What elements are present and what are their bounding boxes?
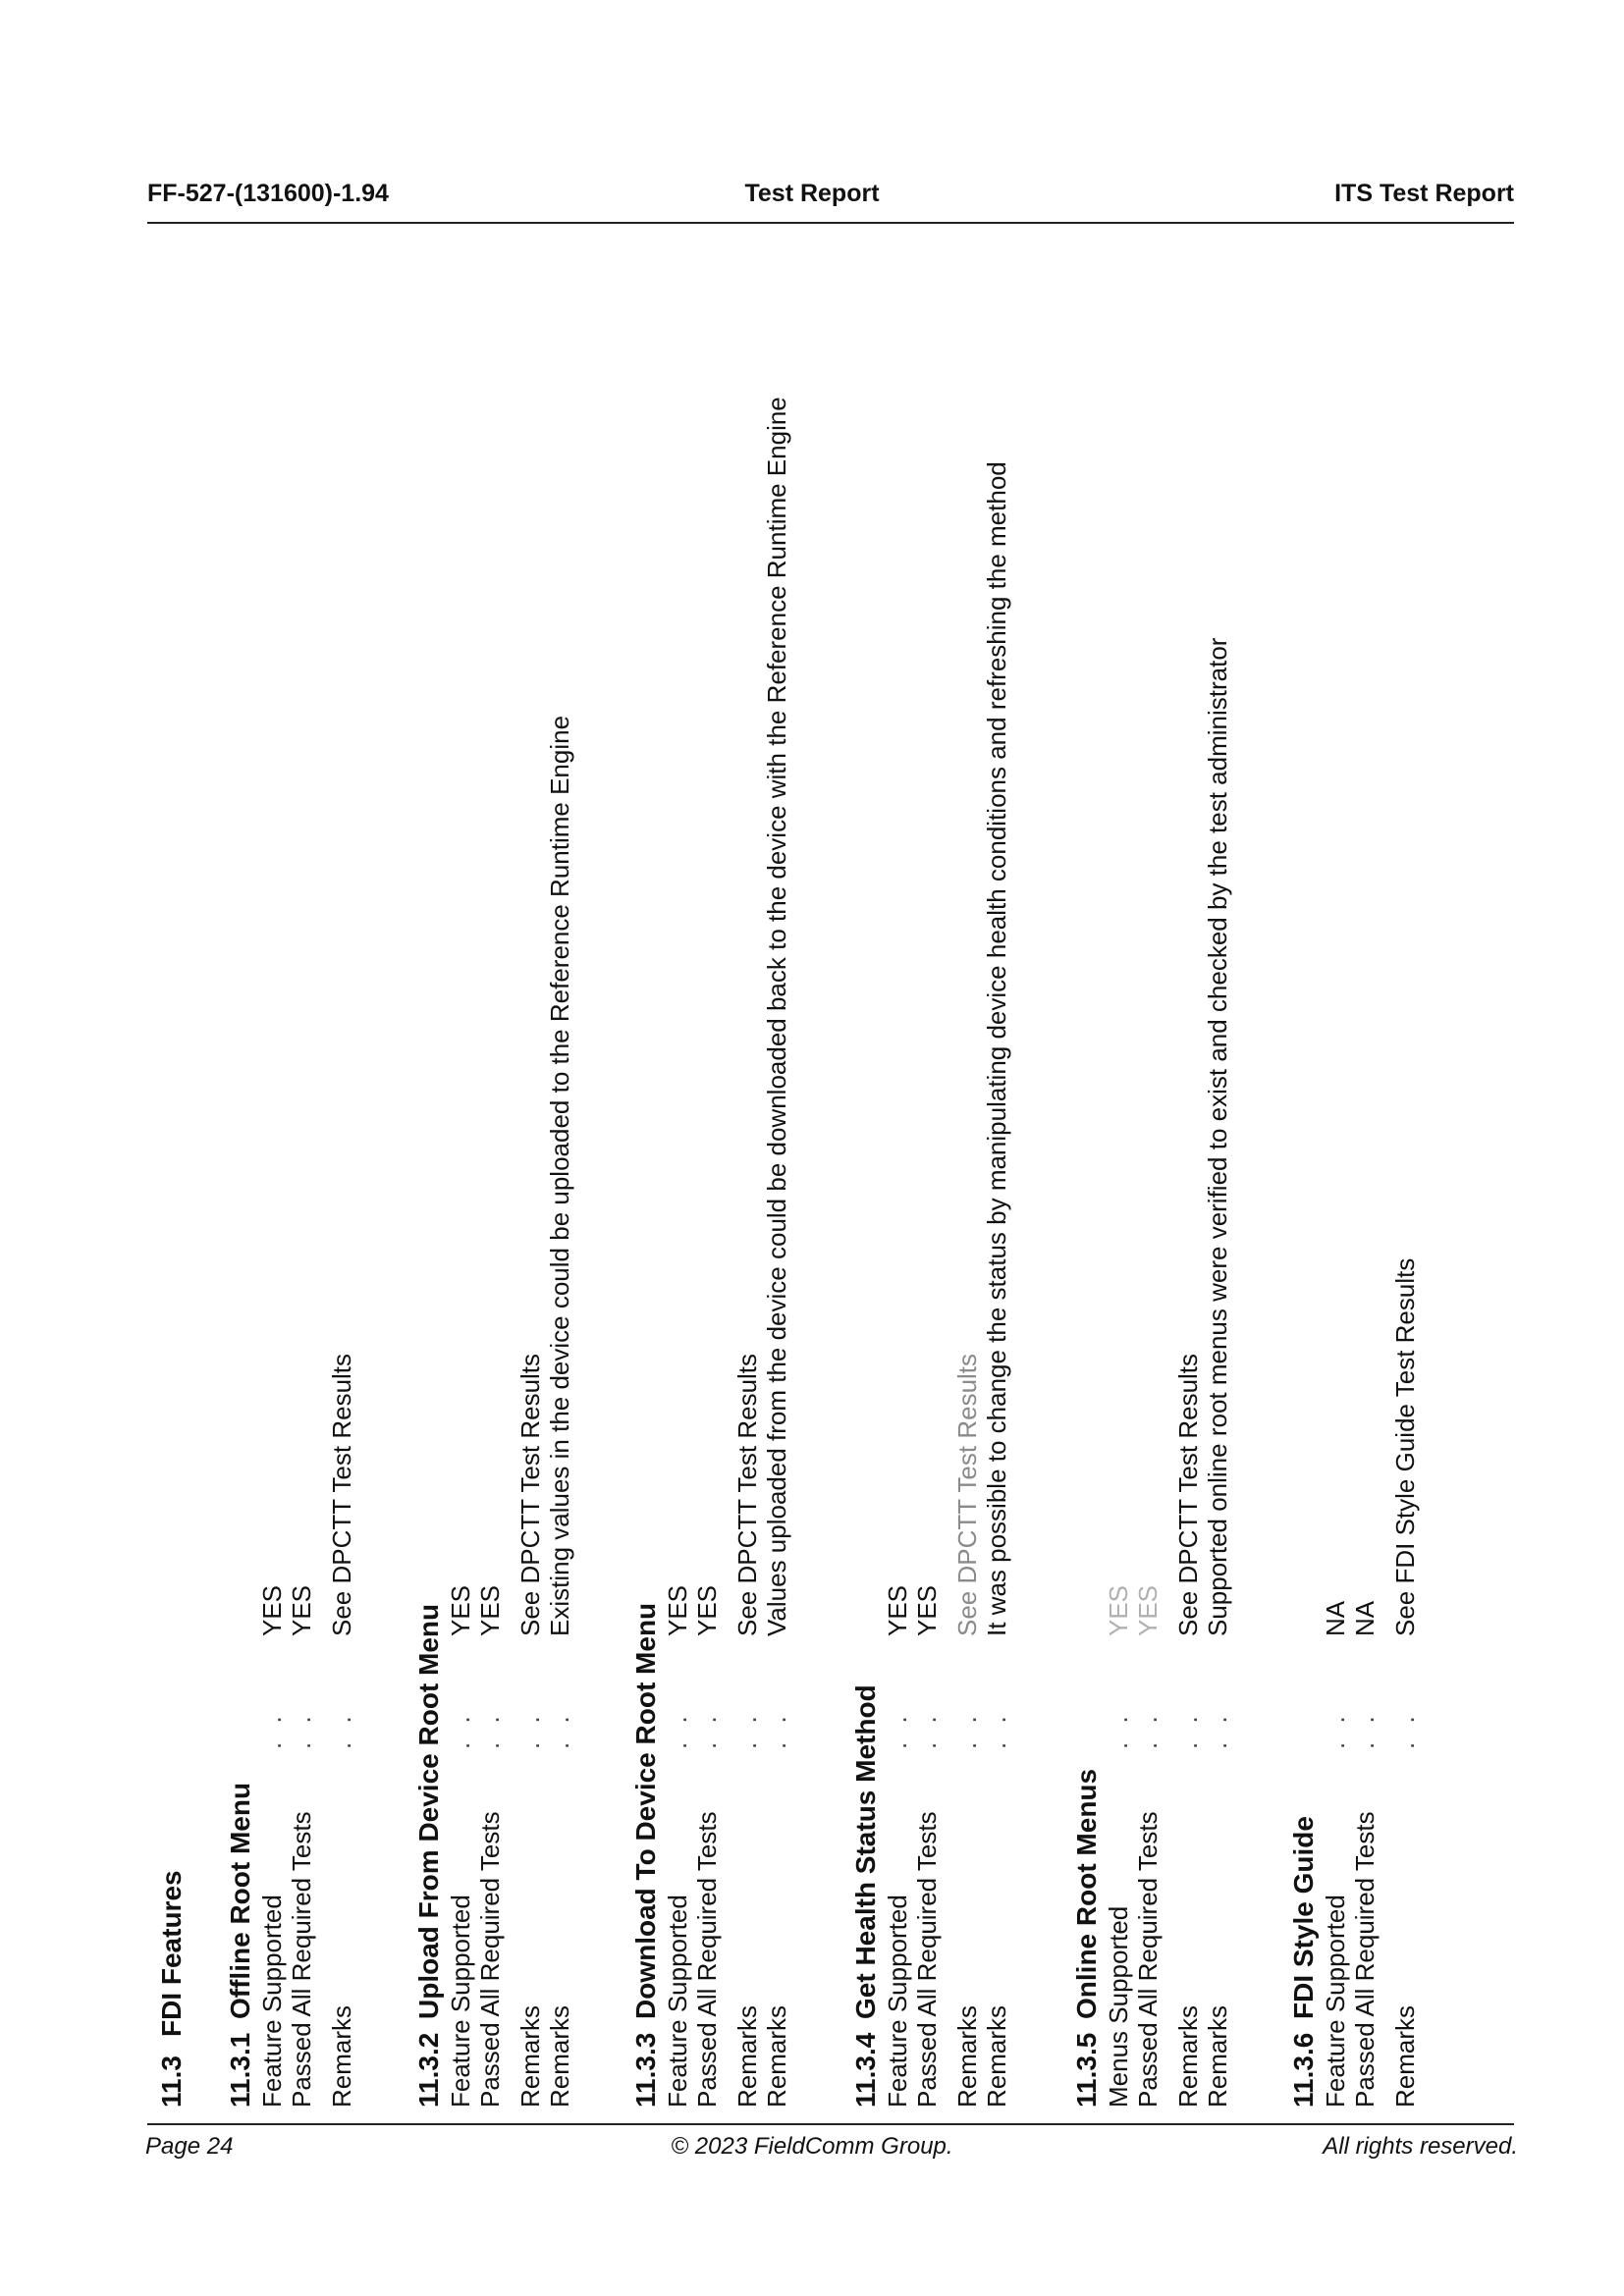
row-leader: . . <box>327 1710 356 1749</box>
row-label: Remarks <box>1203 2004 1232 2108</box>
result-row <box>1104 1584 1133 2108</box>
row-leader: . . <box>952 1710 982 1749</box>
result-row <box>545 715 585 2108</box>
result-row <box>692 1584 732 2108</box>
row-label: Passed All Required Tests <box>912 1811 942 2108</box>
row-leader: . . <box>663 1710 692 1749</box>
row-leader: . . <box>692 1710 722 1749</box>
row-value: Existing values in the device could be uploaded to the Reference Runtime Engine <box>545 715 574 1636</box>
row-leader: . . <box>257 1710 287 1749</box>
result-row <box>1133 1584 1173 2108</box>
row-label: Passed All Required Tests <box>1350 1811 1380 2108</box>
row-value: Values uploaded from the device could be downloaded back to the device with the Reference Runtime Engine <box>762 397 791 1636</box>
subsection-upload-from-device <box>413 715 585 2108</box>
section-number: 11.3 <box>156 2056 187 2108</box>
subsection-online-root-menus <box>1071 637 1243 2108</box>
subsection-number: 11.3.3 <box>630 2032 661 2108</box>
row-label: Remarks <box>952 2004 982 2108</box>
row-leader: . . <box>912 1710 942 1749</box>
row-value: YES <box>883 1584 912 1636</box>
subsection-title: FDI Style Guide <box>1288 1816 1319 2019</box>
result-row <box>515 1353 545 2108</box>
row-leader: . . <box>1173 1710 1203 1749</box>
subsection-heading <box>414 1604 446 2108</box>
row-label: Remarks <box>1173 2004 1203 2108</box>
row-label: Remarks <box>982 2004 1011 2108</box>
result-row <box>1173 1353 1203 2108</box>
section-title: FDI Features <box>156 1870 187 2037</box>
header-title: Test Report <box>744 180 880 207</box>
row-leader: . . <box>732 1710 762 1749</box>
rights-notice: All rights reserved. <box>1323 2133 1518 2160</box>
row-leader: . . <box>1350 1710 1380 1749</box>
row-value: NA <box>1321 1600 1350 1636</box>
subsection-download-to-device <box>630 397 802 2108</box>
subsection-title: Offline Root Menu <box>225 1782 255 2019</box>
subsection-heading <box>1072 1769 1104 2108</box>
row-label: Menus Supported <box>1104 1905 1133 2108</box>
row-leader: . . <box>1321 1710 1350 1749</box>
row-value: See DPCTT Test Results <box>515 1353 545 1636</box>
document-id: FF-527-(131600)-1.94 <box>147 180 389 207</box>
subsection-offline-root-menu <box>225 1353 367 2108</box>
row-label: Remarks <box>515 2004 545 2108</box>
result-row <box>952 1353 982 2108</box>
row-value: YES <box>475 1584 505 1636</box>
row-label: Remarks <box>762 2004 791 2108</box>
result-row <box>1321 1600 1350 2108</box>
result-row <box>663 1584 692 2108</box>
subsection-number: 11.3.2 <box>413 2032 444 2108</box>
row-label: Remarks <box>1390 2004 1420 2108</box>
subsection-number: 11.3.1 <box>225 2032 255 2108</box>
subsection-number: 11.3.6 <box>1288 2032 1319 2108</box>
row-label: Passed All Required Tests <box>1133 1811 1163 2108</box>
subsection-title: Upload From Device Root Menu <box>413 1603 444 2019</box>
row-leader: . . <box>762 1710 791 1749</box>
row-label: Feature Supported <box>1321 1895 1350 2108</box>
row-label: Remarks <box>732 2004 762 2108</box>
row-value: YES <box>446 1584 475 1636</box>
row-value: YES <box>692 1584 722 1636</box>
row-leader: . . <box>287 1710 316 1749</box>
subsection-number: 11.3.4 <box>850 2032 881 2108</box>
row-leader: . . <box>475 1710 505 1749</box>
result-row <box>1203 637 1243 2108</box>
subsection-get-health-status <box>850 461 1022 2108</box>
row-label: Passed All Required Tests <box>287 1811 316 2108</box>
row-leader: . . <box>982 1710 1011 1749</box>
row-leader: . . <box>1133 1710 1163 1749</box>
subsection-heading <box>851 1684 883 2108</box>
result-row <box>883 1584 912 2108</box>
result-row <box>287 1584 327 2108</box>
row-label: Passed All Required Tests <box>475 1811 505 2108</box>
row-value: NA <box>1350 1600 1380 1636</box>
copyright: © 2023 FieldComm Group. <box>671 2133 953 2160</box>
subsection-title: Download To Device Root Menu <box>630 1602 661 2019</box>
row-leader: . . <box>545 1710 574 1749</box>
header-rule <box>147 222 1514 224</box>
row-leader: . . <box>446 1710 475 1749</box>
row-label: Feature Supported <box>446 1895 475 2108</box>
result-row <box>475 1584 515 2108</box>
subsection-heading <box>1289 1816 1321 2108</box>
row-value: YES <box>257 1584 287 1636</box>
subsection-number: 11.3.5 <box>1071 2032 1102 2108</box>
row-value: YES <box>1133 1584 1163 1636</box>
result-row <box>1390 1257 1431 2108</box>
footer-rule <box>147 2123 1514 2125</box>
row-value: See DPCTT Test Results <box>952 1353 982 1636</box>
row-leader: . . <box>1104 1710 1133 1749</box>
row-value: Supported online root menus were verified to exist and checked by the test administrator <box>1203 637 1232 1636</box>
row-leader: . . <box>515 1710 545 1749</box>
page-number: Page 24 <box>145 2133 234 2160</box>
row-value: YES <box>1104 1584 1133 1636</box>
row-label: Remarks <box>327 2004 356 2108</box>
header-report-type: ITS Test Report <box>1334 180 1514 207</box>
row-label: Remarks <box>545 2004 574 2108</box>
row-leader: . . <box>1390 1710 1420 1749</box>
subsection-heading <box>226 1783 257 2108</box>
row-leader: . . <box>1203 1710 1232 1749</box>
subsection-title: Get Health Status Method <box>850 1684 881 2019</box>
result-row <box>982 461 1022 2108</box>
result-row <box>327 1353 367 2108</box>
subsection-title: Online Root Menus <box>1071 1768 1102 2019</box>
result-row <box>762 397 802 2108</box>
result-row <box>446 1584 475 2108</box>
row-value: YES <box>287 1584 316 1636</box>
row-label: Feature Supported <box>663 1895 692 2108</box>
row-label: Feature Supported <box>883 1895 912 2108</box>
section-heading <box>157 1870 187 2108</box>
row-value: YES <box>912 1584 942 1636</box>
row-value: YES <box>663 1584 692 1636</box>
rotated-content <box>157 262 1502 2108</box>
row-value: See DPCTT Test Results <box>327 1353 356 1636</box>
row-label: Feature Supported <box>257 1895 287 2108</box>
result-row <box>912 1584 952 2108</box>
row-value: See DPCTT Test Results <box>732 1353 762 1636</box>
row-label: Passed All Required Tests <box>692 1811 722 2108</box>
row-value: See FDI Style Guide Test Results <box>1390 1257 1420 1636</box>
subsection-fdi-style-guide <box>1288 1257 1431 2108</box>
subsection-heading <box>631 1603 663 2108</box>
row-value: See DPCTT Test Results <box>1173 1353 1203 1636</box>
result-row <box>257 1584 287 2108</box>
row-value: It was possible to change the status by manipulating device health conditions and refreshing the method <box>982 461 1011 1636</box>
result-row <box>732 1353 762 2108</box>
result-row <box>1350 1600 1390 2108</box>
row-leader: . . <box>883 1710 912 1749</box>
